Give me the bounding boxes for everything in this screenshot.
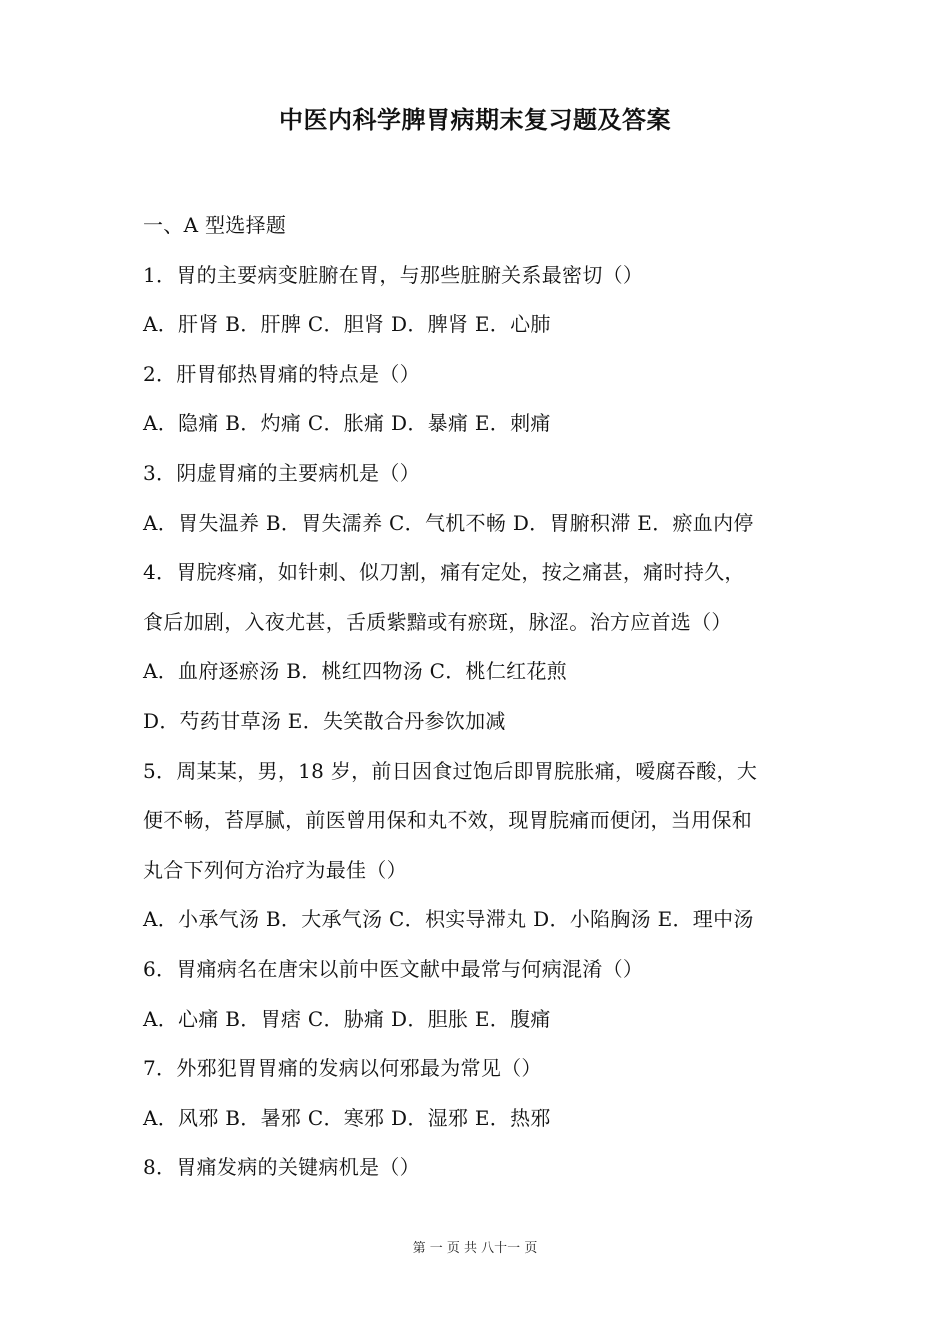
options-4-line-2: D．芍药甘草汤 E．失笑散合丹参饮加减: [143, 708, 506, 733]
section-heading: 一、A 型选择题: [143, 213, 287, 237]
question-1: 1．胃的主要病变脏腑在胃，与那些脏腑关系最密切（）: [143, 262, 644, 287]
options-4-line-1: A．血府逐瘀汤 B．桃红四物汤 C．桃仁红花煎: [143, 659, 568, 684]
question-6: 6．胃痛病名在唐宋以前中医文献中最常与何病混淆（）: [143, 956, 644, 981]
question-4-line-2: 食后加剧，入夜尤甚，舌质紫黯或有瘀斑，脉涩。治方应首选（）: [143, 609, 732, 634]
document-body: [143, 201, 823, 1193]
question-5-line-1: 5．周某某，男，18 岁，前日因食过饱后即胃脘胀痛，嗳腐吞酸，大: [143, 758, 758, 783]
options-7: A．风邪 B．暑邪 C．寒邪 D．湿邪 E．热邪: [143, 1105, 551, 1130]
document-title: 中医内科学脾胃病期末复习题及答案: [279, 105, 671, 134]
options-6: A．心痛 B．胃痞 C．胁痛 D．胆胀 E．腹痛: [143, 1006, 551, 1031]
page-footer: 第 一 页 共 八十一 页: [412, 1241, 538, 1256]
question-7: 7．外邪犯胃胃痛的发病以何邪最为常见（）: [143, 1056, 542, 1081]
options-5: A．小承气汤 B．大承气汤 C．枳实导滞丸 D．小陷胸汤 E．理中汤: [143, 907, 754, 932]
options-2: A．隐痛 B．灼痛 C．胀痛 D．暴痛 E．刺痛: [143, 411, 551, 436]
options-3: A．胃失温养 B．胃失濡养 C．气机不畅 D．胃腑积滞 E．瘀血内停: [143, 510, 754, 535]
question-4-line-1: 4．胃脘疼痛，如针刺、似刀割，痛有定处，按之痛甚，痛时持久，: [143, 560, 745, 585]
question-3: 3．阴虚胃痛的主要病机是（）: [143, 460, 420, 485]
question-8: 8．胃痛发病的关键病机是（）: [143, 1155, 420, 1180]
question-5-line-3: 丸合下列何方治疗为最佳（）: [143, 857, 407, 882]
options-1: A．肝肾 B．肝脾 C．胆肾 D．脾肾 E．心肺: [143, 312, 551, 337]
question-2: 2．肝胃郁热胃痛的特点是（）: [143, 361, 420, 386]
question-5-line-2: 便不畅，苔厚腻，前医曾用保和丸不效，现胃脘痛而便闭，当用保和: [143, 808, 752, 833]
